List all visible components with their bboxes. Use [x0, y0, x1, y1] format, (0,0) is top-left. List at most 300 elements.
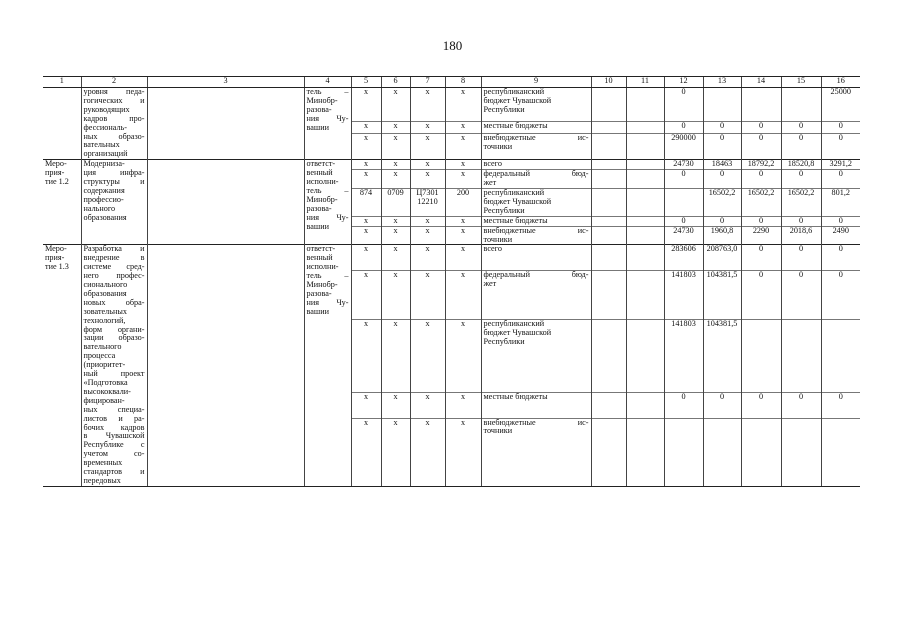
amount-cell: 0	[664, 122, 703, 134]
code-cell: x	[445, 122, 481, 134]
amount-cell: 0	[664, 88, 703, 122]
cell-line: образования	[83, 288, 127, 298]
empty-cell	[626, 134, 664, 157]
cell-line: внебюджетные ис-	[483, 226, 589, 235]
cell-line: зации образо-	[83, 333, 145, 343]
code-cell: x	[445, 134, 481, 157]
column-header: 10	[591, 77, 626, 88]
funding-source	[481, 160, 591, 170]
code-cell: x	[445, 88, 481, 122]
empty-cell	[591, 320, 626, 392]
cell-line: фицирован-	[83, 395, 125, 405]
code-cell: x	[445, 320, 481, 392]
cell-line: руководящих	[83, 104, 130, 114]
amount-cell: 0	[821, 134, 860, 157]
cell-line: x	[425, 270, 430, 280]
column-header: 5	[351, 77, 381, 88]
empty-cell	[626, 216, 664, 226]
amount-cell: 283606	[664, 245, 703, 271]
code-cell: x	[381, 160, 410, 170]
code-cell: x	[351, 320, 381, 392]
cell-line: него профес-	[83, 271, 145, 281]
funding-source	[481, 320, 591, 392]
amount-cell: 18520,8	[781, 160, 821, 170]
cell-line: прия-	[45, 253, 65, 263]
cell-line: образования	[83, 212, 127, 222]
funding-source	[481, 216, 591, 226]
code-cell	[410, 170, 445, 189]
code-cell: x	[381, 271, 410, 320]
amount-cell: 0	[741, 170, 781, 189]
cell-line: бочих кадров	[83, 422, 145, 432]
column-header: 3	[147, 77, 304, 88]
cell-line: «Подготовка	[83, 378, 128, 387]
code-cell: x	[381, 418, 410, 466]
empty-cell	[591, 122, 626, 134]
cell-line: точники	[483, 426, 513, 436]
empty-cell	[626, 245, 664, 271]
amount-cell: 0	[741, 122, 781, 134]
cell-line: местные бюджеты	[483, 121, 548, 131]
cell-line: Минобр-	[306, 95, 338, 105]
funding-source	[481, 134, 591, 157]
cell-line: тие 1.3	[45, 262, 69, 272]
empty-cell	[481, 466, 591, 487]
code-cell: x	[445, 226, 481, 244]
funding-source	[481, 418, 591, 466]
cell-line: разова-	[306, 104, 332, 114]
cell-line: Республике с	[83, 440, 145, 450]
cell-line: исполни-	[306, 262, 339, 272]
amount-cell: 24730	[664, 226, 703, 244]
cell-line: уровня педа-	[83, 87, 145, 96]
code-cell	[410, 418, 445, 466]
code-cell	[410, 226, 445, 244]
code-cell: x	[445, 418, 481, 466]
cell-line: бюджет Чувашской	[483, 196, 552, 206]
table-row	[43, 160, 860, 170]
event-name	[81, 88, 147, 160]
empty-cell	[626, 170, 664, 189]
code-cell	[410, 271, 445, 320]
cell-line: тель –	[306, 271, 349, 281]
cell-line: передовых	[83, 475, 121, 485]
empty-cell	[781, 466, 821, 487]
column-header: 15	[781, 77, 821, 88]
amount-cell: 0	[821, 245, 860, 271]
cell-line: местные бюджеты	[483, 392, 548, 401]
empty-cell	[626, 271, 664, 320]
cell-line: x	[425, 244, 430, 254]
empty-cell	[445, 466, 481, 487]
cell-line: Меро-	[45, 159, 67, 169]
column-header: 14	[741, 77, 781, 88]
column-header: 9	[481, 77, 591, 88]
code-cell: x	[351, 226, 381, 244]
amount-cell: 0	[741, 245, 781, 271]
amount-cell	[741, 88, 781, 122]
amount-cell: 0	[781, 122, 821, 134]
empty-cell	[626, 320, 664, 392]
cell-line: вашии	[306, 221, 329, 231]
amount-cell: 0	[664, 170, 703, 189]
cell-line: 12210	[417, 196, 438, 206]
cell-line: вашии	[306, 122, 329, 132]
amount-cell: 0	[781, 170, 821, 189]
cell-line: зовательных	[83, 306, 127, 316]
cell-line: форм органи-	[83, 324, 145, 334]
empty-cell	[626, 188, 664, 216]
code-cell: 0709	[381, 188, 410, 216]
cell-line: Республики	[483, 337, 525, 347]
cell-line: ния Чу-	[306, 113, 349, 123]
code-cell	[410, 160, 445, 170]
code-cell: x	[351, 392, 381, 418]
amount-cell: 16502,2	[703, 188, 741, 216]
amount-cell: 0	[703, 122, 741, 134]
empty-cell	[351, 466, 381, 487]
cell-line: Минобр-	[306, 194, 338, 204]
amount-cell	[664, 418, 703, 466]
funding-source	[481, 88, 591, 122]
funding-source	[481, 122, 591, 134]
cell-line: Ц7301	[416, 188, 439, 197]
cell-line: листов и ра-	[83, 413, 145, 423]
code-cell	[410, 245, 445, 271]
code-cell: x	[445, 245, 481, 271]
amount-cell: 16502,2	[741, 188, 781, 216]
cell-line: всего	[483, 244, 502, 254]
column-header: 8	[445, 77, 481, 88]
cell-line: разова-	[306, 288, 332, 298]
cell-line: прия-	[45, 168, 65, 178]
cell-line: бюджет Чувашской	[483, 95, 552, 105]
empty-cell	[591, 134, 626, 157]
code-cell: x	[445, 160, 481, 170]
page-number: 180	[442, 38, 463, 53]
code-cell: 200	[445, 188, 481, 216]
amount-cell: 0	[821, 122, 860, 134]
cell-line: ных специа-	[83, 404, 145, 414]
column-header: 16	[821, 77, 860, 88]
empty-cell	[147, 160, 304, 245]
empty-cell	[626, 122, 664, 134]
empty-cell	[741, 466, 781, 487]
amount-cell: 24730	[664, 160, 703, 170]
cell-line: ния Чу-	[306, 212, 349, 222]
amount-cell: 0	[703, 392, 741, 418]
amount-cell: 141803	[664, 271, 703, 320]
empty-cell	[591, 160, 626, 170]
cell-line: ция инфра-	[83, 168, 145, 178]
code-cell: x	[381, 88, 410, 122]
empty-cell	[626, 160, 664, 170]
empty-cell	[381, 466, 410, 487]
cell-line: внедрение в	[83, 253, 145, 263]
code-cell: x	[381, 226, 410, 244]
amount-cell: 801,2	[821, 188, 860, 216]
code-cell	[410, 134, 445, 157]
empty-cell	[591, 466, 626, 487]
amount-cell: 0	[781, 245, 821, 271]
cell-line: тель –	[306, 87, 349, 96]
cell-line: венный	[306, 168, 333, 178]
budget-table	[43, 76, 860, 487]
amount-cell: 1960,8	[703, 226, 741, 244]
cell-line: всего	[483, 159, 502, 169]
code-cell	[410, 392, 445, 418]
responsible-executor	[304, 245, 351, 486]
empty-cell	[703, 466, 741, 487]
cell-line: Минобр-	[306, 280, 338, 290]
empty-cell	[591, 271, 626, 320]
code-cell	[410, 88, 445, 122]
funding-source	[481, 188, 591, 216]
code-cell: x	[445, 170, 481, 189]
cell-line: тие 1.2	[45, 177, 69, 187]
cell-line: ответст-	[306, 244, 336, 254]
code-cell: x	[351, 418, 381, 466]
code-cell: x	[381, 245, 410, 271]
cell-line: Республики	[483, 104, 525, 114]
amount-cell: 18463	[703, 160, 741, 170]
cell-line: высококвали-	[83, 386, 131, 396]
empty-cell	[626, 88, 664, 122]
amount-cell: 104381,5	[703, 320, 741, 392]
cell-line: кадров про-	[83, 113, 145, 123]
funding-source	[481, 170, 591, 189]
empty-cell	[147, 245, 304, 486]
amount-cell	[781, 418, 821, 466]
code-cell: x	[351, 271, 381, 320]
cell-line: федеральный бюд-	[483, 169, 589, 179]
column-header: 11	[626, 77, 664, 88]
cell-line: Разработка и	[83, 244, 145, 254]
cell-line: бюджет Чувашской	[483, 328, 552, 338]
amount-cell: 0	[821, 392, 860, 418]
amount-cell	[703, 418, 741, 466]
code-cell	[410, 216, 445, 226]
column-header: 7	[410, 77, 445, 88]
cell-line: жет	[483, 279, 497, 289]
amount-cell: 0	[781, 216, 821, 226]
cell-line: x	[425, 216, 430, 225]
cell-line: содержания	[83, 185, 125, 195]
amount-cell: 0	[664, 216, 703, 226]
code-cell: x	[381, 320, 410, 392]
funding-source	[481, 271, 591, 320]
amount-cell: 0	[741, 134, 781, 157]
cell-line: точники	[483, 234, 513, 244]
cell-line: ный проект	[83, 369, 145, 379]
cell-line: ния Чу-	[306, 297, 349, 307]
cell-line: разова-	[306, 203, 332, 213]
code-cell: x	[381, 170, 410, 189]
empty-cell	[626, 226, 664, 244]
amount-cell: 0	[703, 170, 741, 189]
empty-cell	[664, 466, 703, 487]
column-header: 12	[664, 77, 703, 88]
empty-cell	[410, 466, 445, 487]
event-name	[81, 245, 147, 486]
amount-cell: 18792,2	[741, 160, 781, 170]
event-label	[43, 88, 81, 160]
amount-cell: 290000	[664, 134, 703, 157]
column-header: 2	[81, 77, 147, 88]
cell-line: Модерниза-	[83, 159, 125, 169]
cell-line: тель –	[306, 185, 349, 195]
code-cell: x	[351, 216, 381, 226]
cell-line: республиканский	[483, 319, 545, 329]
empty-cell	[626, 466, 664, 487]
amount-cell	[821, 418, 860, 466]
cell-line: вательного	[83, 342, 122, 352]
code-cell	[410, 188, 445, 216]
empty-cell	[591, 226, 626, 244]
cell-line: венный	[306, 253, 333, 263]
funding-source	[481, 226, 591, 244]
code-cell: 874	[351, 188, 381, 216]
code-cell: x	[381, 122, 410, 134]
cell-line: профессио-	[83, 194, 124, 204]
cell-line: x	[425, 319, 430, 329]
empty-cell	[591, 216, 626, 226]
code-cell: x	[351, 88, 381, 122]
cell-line: республиканский	[483, 188, 545, 197]
column-header: 1	[43, 77, 81, 88]
cell-line: x	[425, 226, 430, 235]
amount-cell: 0	[741, 216, 781, 226]
code-cell: x	[381, 134, 410, 157]
empty-cell	[591, 170, 626, 189]
cell-line: нального	[83, 203, 116, 213]
column-header: 4	[304, 77, 351, 88]
code-cell: x	[351, 122, 381, 134]
cell-line: структуры и	[83, 177, 145, 187]
cell-line: Меро-	[45, 244, 67, 254]
cell-line: x	[425, 133, 430, 143]
cell-line: точники	[483, 142, 513, 152]
amount-cell	[821, 320, 860, 392]
amount-cell: 0	[741, 392, 781, 418]
amount-cell	[741, 320, 781, 392]
cell-line: федеральный бюд-	[483, 270, 589, 280]
amount-cell: 0	[664, 392, 703, 418]
amount-cell	[664, 188, 703, 216]
amount-cell: 104381,5	[703, 271, 741, 320]
amount-cell: 25000	[821, 88, 860, 122]
amount-cell: 0	[821, 271, 860, 320]
cell-line: x	[425, 159, 430, 169]
cell-line: x	[425, 121, 430, 131]
code-cell: x	[381, 216, 410, 226]
code-cell	[410, 320, 445, 392]
code-cell: x	[445, 392, 481, 418]
amount-cell: 0	[703, 134, 741, 157]
empty-cell	[591, 88, 626, 122]
responsible-executor	[304, 88, 351, 160]
amount-cell	[781, 320, 821, 392]
amount-cell: 2018,6	[781, 226, 821, 244]
amount-cell: 2490	[821, 226, 860, 244]
empty-cell	[147, 88, 304, 160]
column-header: 13	[703, 77, 741, 88]
code-cell: x	[445, 216, 481, 226]
cell-line: (приоритет-	[83, 360, 126, 370]
event-name	[81, 160, 147, 245]
cell-line: вашии	[306, 306, 329, 316]
amount-cell: 141803	[664, 320, 703, 392]
empty-cell	[591, 245, 626, 271]
cell-line: сионального	[83, 280, 128, 290]
cell-line: жет	[483, 178, 497, 188]
cell-line: ответст-	[306, 159, 336, 169]
cell-line: гогических и	[83, 95, 145, 105]
amount-cell: 2290	[741, 226, 781, 244]
amount-cell: 0	[781, 271, 821, 320]
code-cell: x	[351, 160, 381, 170]
amount-cell: 0	[703, 216, 741, 226]
amount-cell: 0	[781, 392, 821, 418]
empty-cell	[626, 418, 664, 466]
cell-line: x	[425, 392, 430, 401]
code-cell: x	[351, 170, 381, 189]
empty-cell	[591, 418, 626, 466]
cell-line: x	[425, 169, 430, 179]
table-row	[43, 245, 860, 271]
code-cell: x	[351, 245, 381, 271]
amount-cell: 0	[781, 134, 821, 157]
cell-line: Республики	[483, 205, 525, 215]
funding-source	[481, 245, 591, 271]
empty-cell	[591, 392, 626, 418]
cell-line: стандартов и	[83, 467, 145, 477]
cell-line: системе сред-	[83, 262, 145, 272]
amount-cell	[781, 88, 821, 122]
amount-cell: 3291,2	[821, 160, 860, 170]
amount-cell: 0	[741, 271, 781, 320]
cell-line: в Чувашской	[83, 431, 145, 441]
cell-line: x	[425, 418, 430, 427]
cell-line: исполни-	[306, 177, 339, 187]
funding-source	[481, 392, 591, 418]
cell-line: ных образо-	[83, 131, 145, 141]
amount-cell: 0	[821, 216, 860, 226]
cell-line: учетом со-	[83, 449, 145, 459]
cell-line: технологий,	[83, 315, 126, 325]
cell-line: фессиональ-	[83, 122, 128, 132]
cell-line: организаций	[83, 149, 128, 159]
cell-line: внебюджетные ис-	[483, 418, 589, 427]
table-row	[43, 88, 860, 122]
cell-line: новых обра-	[83, 297, 145, 307]
amount-cell	[741, 418, 781, 466]
responsible-executor	[304, 160, 351, 245]
cell-line: внебюджетные ис-	[483, 133, 589, 143]
cell-line: x	[425, 87, 430, 96]
event-label	[43, 160, 81, 245]
code-cell	[410, 122, 445, 134]
empty-cell	[626, 392, 664, 418]
cell-line: республиканский	[483, 87, 545, 96]
amount-cell: 16502,2	[781, 188, 821, 216]
empty-cell	[591, 188, 626, 216]
amount-cell: 208763,0	[703, 245, 741, 271]
code-cell: x	[445, 271, 481, 320]
amount-cell	[703, 88, 741, 122]
empty-cell	[821, 466, 860, 487]
cell-line: вательных	[83, 140, 120, 150]
